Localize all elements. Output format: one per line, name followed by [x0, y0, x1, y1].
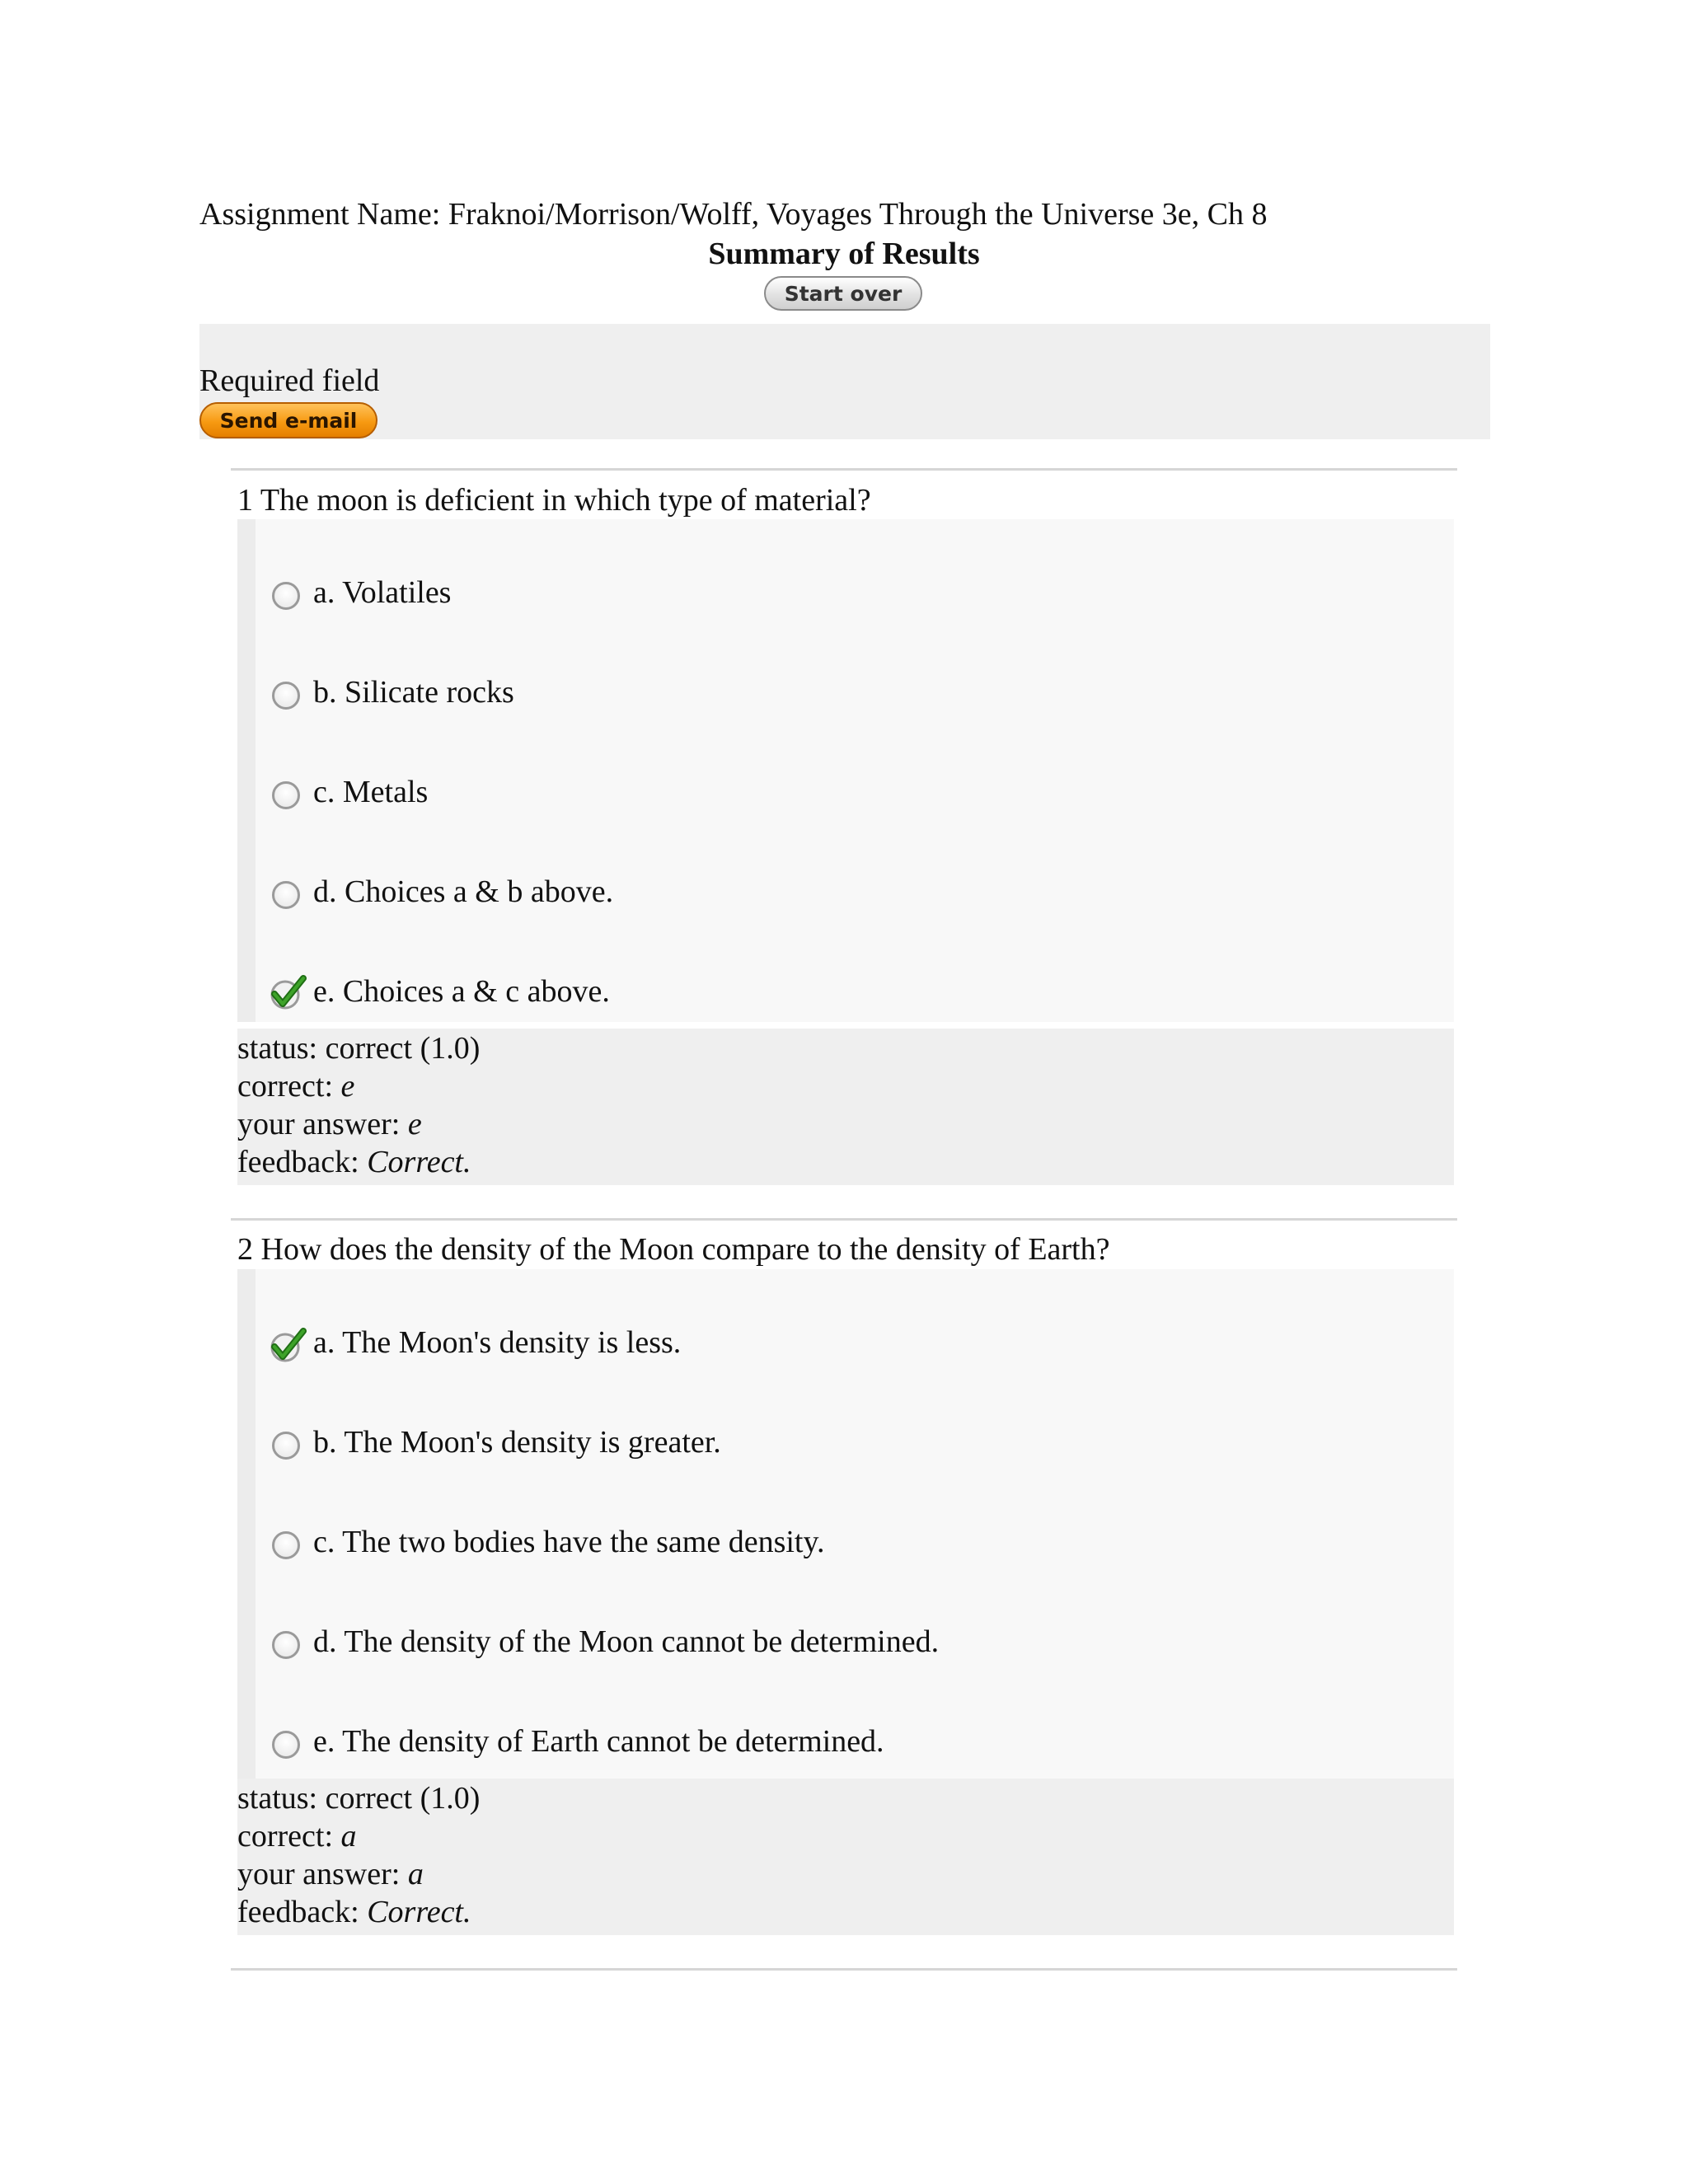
q1-option-e-checkmark-icon[interactable] — [269, 974, 308, 1012]
send-email-button[interactable]: Send e-mail — [199, 402, 377, 438]
q2-option-b-radio[interactable] — [272, 1432, 300, 1460]
summary-title: Summary of Results — [708, 237, 980, 271]
divider — [231, 1218, 1457, 1221]
required-field-label: Required field — [199, 363, 380, 398]
q1-option-a-radio[interactable] — [272, 582, 300, 610]
question-2-stem: 2 How does the density of the Moon compare to the density of Earth? — [237, 1232, 1110, 1267]
q2-feedback: feedback: Correct. — [237, 1895, 471, 1929]
q1-option-b-radio[interactable] — [272, 682, 300, 710]
assignment-name: Assignment Name: Fraknoi/Morrison/Wolff, Voyages Through the Universe 3e, Ch 8 — [199, 197, 1268, 232]
q2-correct: correct: a — [237, 1819, 357, 1854]
q2-option-a-label: a. The Moon's density is less. — [313, 1325, 682, 1360]
green-checkmark-icon — [269, 1327, 308, 1365]
q2-option-a-checkmark-icon[interactable] — [269, 1327, 308, 1365]
q2-your-answer: your answer: a — [237, 1857, 424, 1891]
q1-feedback: feedback: Correct. — [237, 1145, 471, 1179]
q2-option-b-label: b. The Moon's density is greater. — [313, 1425, 721, 1460]
q1-option-a-label: a. Volatiles — [313, 575, 452, 610]
q2-option-c-label: c. The two bodies have the same density. — [313, 1525, 825, 1559]
divider — [231, 468, 1457, 471]
q1-option-b-label: b. Silicate rocks — [313, 675, 514, 710]
email-panel — [199, 324, 1490, 439]
start-over-button[interactable]: Start over — [764, 276, 922, 311]
q1-option-d-label: d. Choices a & b above. — [313, 874, 614, 909]
q1-option-c-label: c. Metals — [313, 775, 429, 809]
q2-option-e-label: e. The density of Earth cannot be determined. — [313, 1724, 884, 1759]
q1-option-e-label: e. Choices a & c above. — [313, 974, 610, 1009]
q2-option-e-radio[interactable] — [272, 1731, 300, 1759]
divider — [231, 1968, 1457, 1971]
question-1-stem: 1 The moon is deficient in which type of material? — [237, 483, 871, 518]
q1-correct: correct: e — [237, 1069, 355, 1104]
q1-option-c-radio[interactable] — [272, 781, 300, 809]
q2-option-d-label: d. The density of the Moon cannot be determined. — [313, 1624, 940, 1659]
q1-your-answer: your answer: e — [237, 1107, 422, 1141]
q2-option-d-radio[interactable] — [272, 1631, 300, 1659]
q2-option-c-radio[interactable] — [272, 1531, 300, 1559]
q1-status: status: correct (1.0) — [237, 1031, 481, 1066]
green-checkmark-icon — [269, 974, 308, 1012]
q1-option-d-radio[interactable] — [272, 881, 300, 909]
q2-status: status: correct (1.0) — [237, 1781, 481, 1816]
